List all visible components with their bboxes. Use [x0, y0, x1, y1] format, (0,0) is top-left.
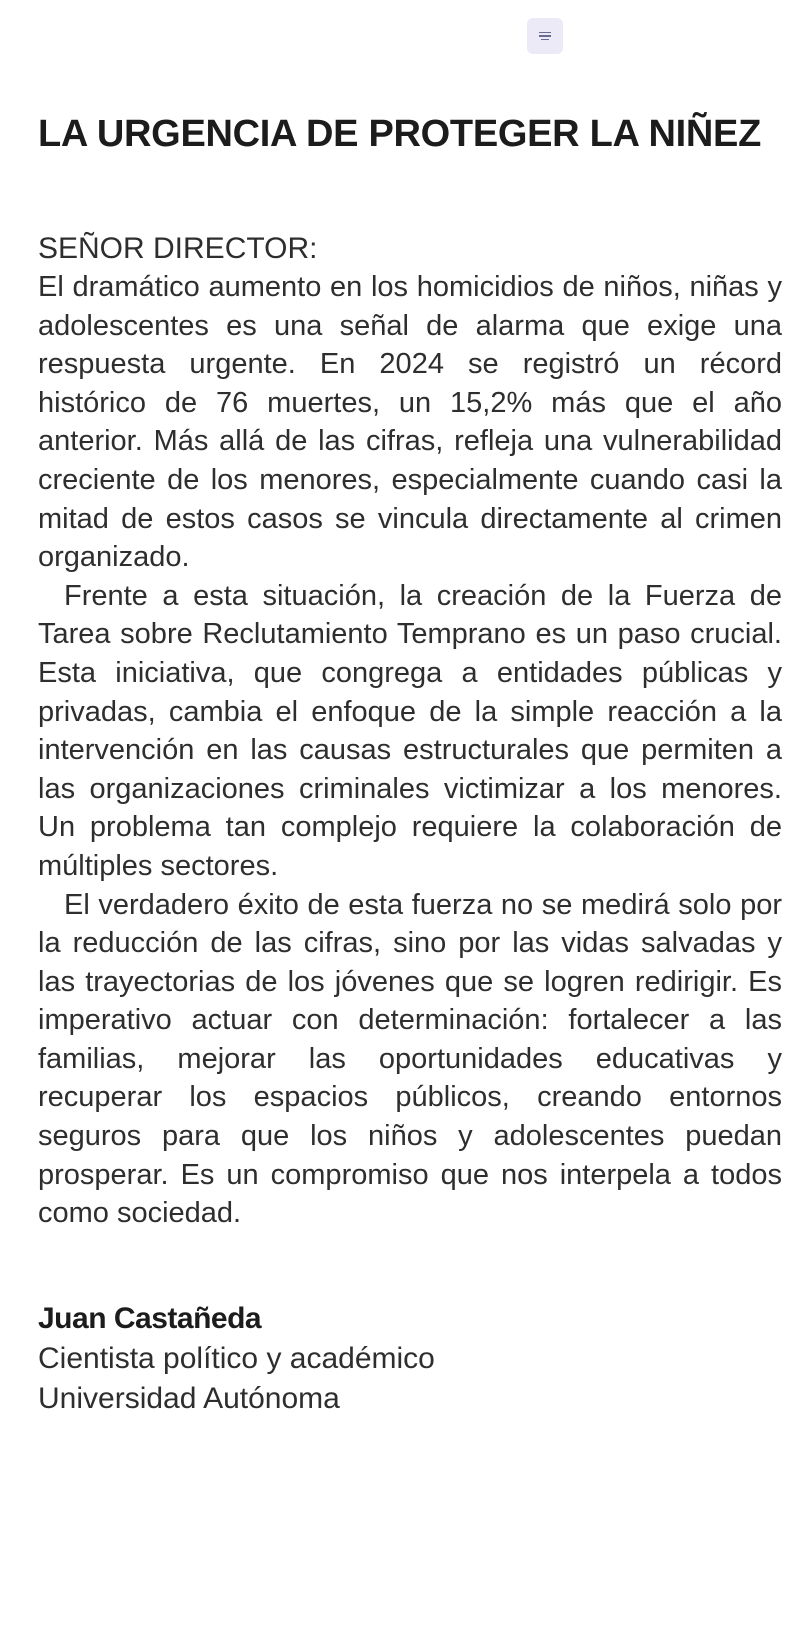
menu-lines-icon [539, 30, 551, 43]
letter-article [38, 110, 782, 1419]
headline: LA URGENCIA DE PROTEGER LA NIÑEZ [38, 113, 761, 155]
signer-title: Cientista político y académico [38, 1341, 435, 1375]
salutation: SEÑOR DIRECTOR: [38, 232, 318, 265]
paragraph-2: Frente a esta situación, la creación de la Fuerza de Tarea sobre Reclutamiento Temprano es un paso crucial. Esta iniciativa, que congrega a entidades públicas y privadas, cambia el enfoque de la simple reacción a la intervención en las causas estructurales que permiten a las organizaciones criminales victimizar a los menores. Un problema tan complejo requiere la colaboración de múltiples sectores. [38, 579, 782, 882]
paragraph-3: El verdadero éxito de esta fuerza no se medirá solo por la reducción de las cifras, sino por las vidas salvadas y las trayectorias de los jóvenes que se logren redirigir. Es imperativo actuar con determinación: fortalecer a las familias, mejorar las oportunidades educativas y recuperar los espacios públicos, creando entornos seguros para que los niños y adolescentes puedan prosperar. Es un compromiso que nos interpela a todos como sociedad. [38, 888, 782, 1230]
signer-affiliation: Universidad Autónoma [38, 1381, 340, 1415]
signer-name: Juan Castañeda [38, 1301, 262, 1335]
signature [38, 1299, 782, 1419]
menu-button[interactable] [527, 18, 563, 54]
paragraph-1: El dramático aumento en los homicidios de niños, niñas y adolescentes es una señal de alarma que exige una respuesta urgente. En 2024 se registró un récord histórico de 76 muertes, un 15,2% más que el año anterior. Más allá de las cifras, refleja una vulnerabilidad creciente de los menores, especialmente cuando casi la mitad de estos casos se vincula directamente al crimen organizado. [38, 271, 782, 574]
